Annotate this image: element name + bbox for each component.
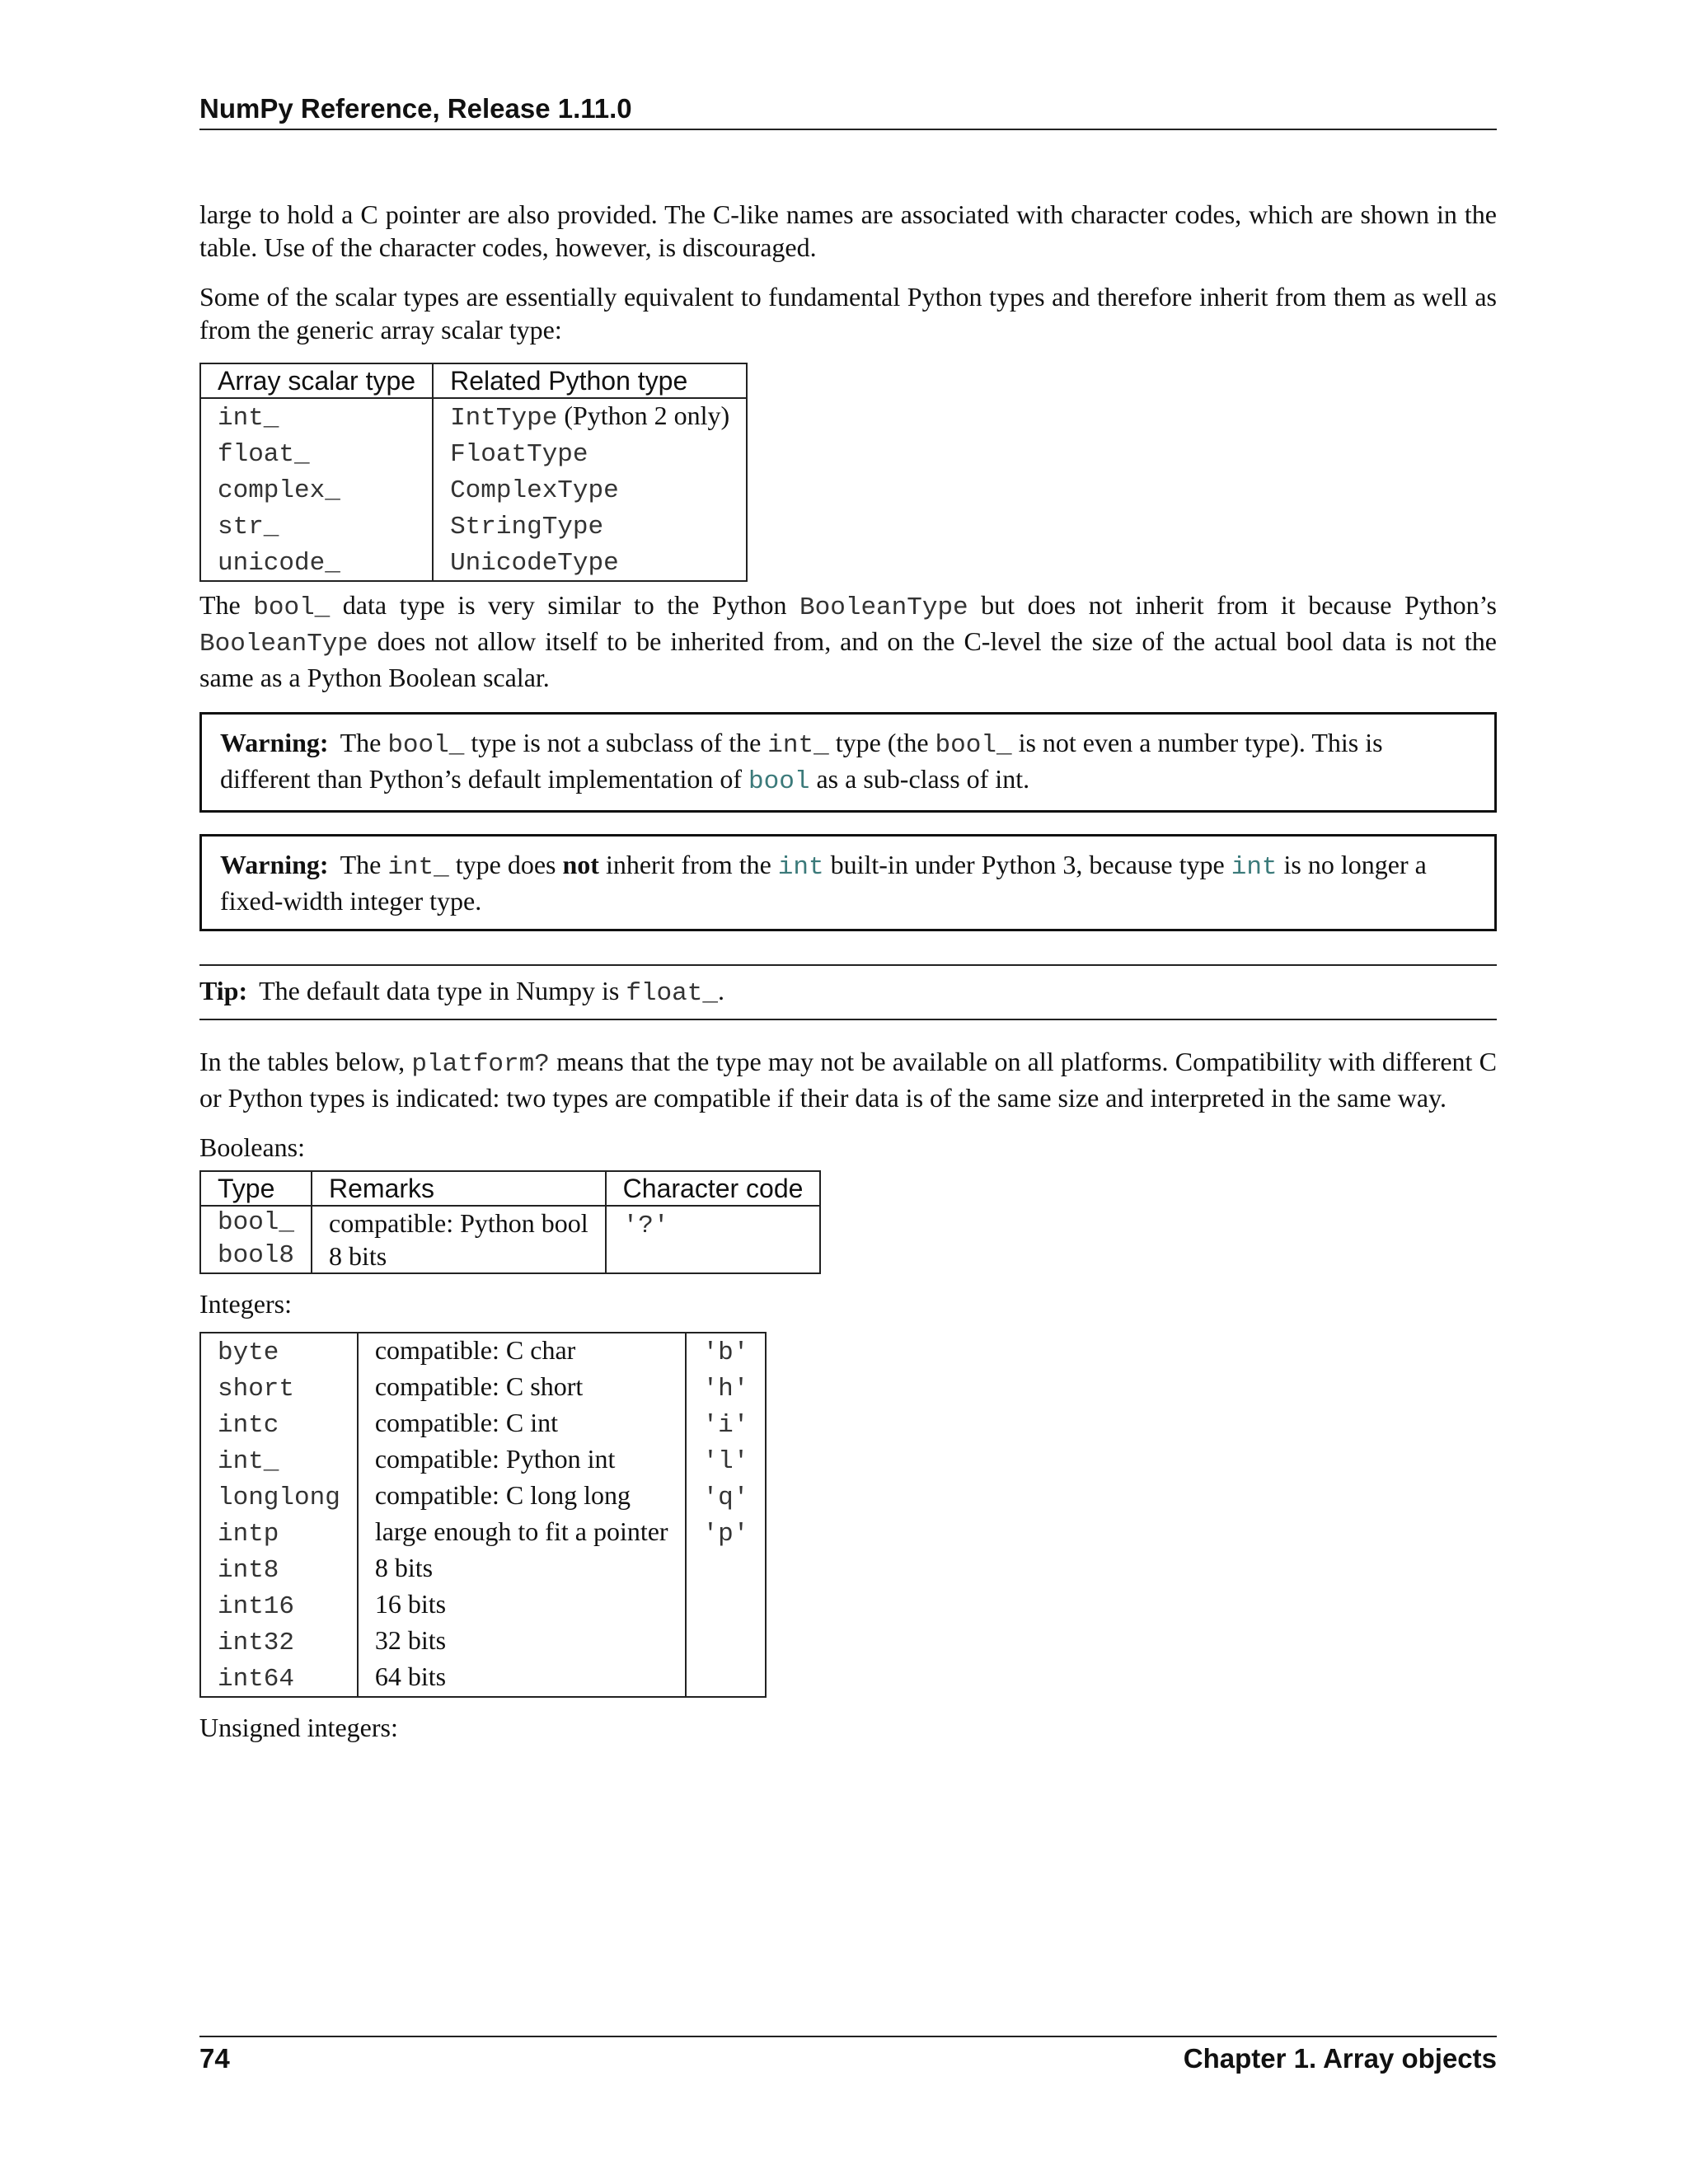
- scalar-type-name: unicode_: [218, 549, 340, 578]
- tip-box: Tip: The default data type in Numpy is float_.: [199, 964, 1497, 1020]
- int-reference-link[interactable]: int: [777, 853, 824, 882]
- table-row: [200, 1587, 766, 1624]
- warning-box-bool: Warning: The bool_ type is not a subclass of the int_ type (the bool_ is not even a number type). This is different than Python’s default implementation of bool as a sub-class of int.: [199, 712, 1497, 813]
- table-row: [200, 1551, 766, 1587]
- type-remark: 8 bits: [329, 1241, 387, 1271]
- related-python-type-table: [199, 363, 748, 582]
- character-code: '?': [622, 1212, 669, 1240]
- table-row: [200, 1624, 766, 1660]
- type-name: bool_: [218, 1208, 295, 1237]
- column-header: Array scalar type: [200, 363, 433, 398]
- type-remark: 16 bits: [374, 1589, 447, 1619]
- chapter-title: Chapter 1. Array objects: [1183, 2043, 1497, 2074]
- table-row: [200, 1206, 820, 1273]
- character-code: 'p': [702, 1520, 749, 1549]
- running-header: NumPy Reference, Release 1.11.0: [199, 92, 1497, 130]
- table-row: [200, 398, 747, 435]
- character-code: 'h': [702, 1375, 749, 1404]
- scalar-type-name: str_: [218, 513, 279, 541]
- table-row: [200, 471, 747, 508]
- page-body: [199, 198, 1497, 1760]
- bool-reference-link[interactable]: bool: [748, 767, 810, 796]
- type-name: byte: [218, 1338, 279, 1367]
- type-remark: 32 bits: [374, 1625, 447, 1655]
- scalar-type-name: int_: [218, 404, 279, 433]
- warning-label: Warning:: [220, 728, 329, 757]
- type-remark: large enough to fit a pointer: [374, 1516, 668, 1546]
- running-footer: [199, 2036, 1497, 2075]
- type-name: int_: [218, 1447, 279, 1476]
- scalar-type-name: complex_: [218, 476, 340, 505]
- type-name: longlong: [218, 1483, 340, 1512]
- scalar-type-name: float_: [218, 440, 310, 469]
- int-reference-link[interactable]: int: [1231, 853, 1278, 882]
- page-number: 74: [199, 2043, 230, 2074]
- type-name: int16: [218, 1592, 295, 1621]
- integer-types-table: [199, 1332, 767, 1698]
- type-name: bool8: [218, 1241, 295, 1270]
- table-row: [200, 1406, 766, 1442]
- type-remark: compatible: C char: [374, 1335, 576, 1365]
- character-code: 'q': [702, 1483, 749, 1512]
- type-remark: compatible: C short: [374, 1371, 584, 1401]
- type-name: int8: [218, 1556, 279, 1585]
- boolean-types-table: [199, 1170, 821, 1274]
- type-name: intc: [218, 1411, 279, 1440]
- type-name: intp: [218, 1520, 279, 1549]
- paragraph-tables-intro: In the tables below, platform? means that the type may not be available on all platforms. Compatibility with different C or Python types is indicated: two types are compatible if their data is of the same size and interpreted in the same way.: [199, 1047, 1498, 1113]
- character-code: 'l': [702, 1447, 749, 1476]
- python-type-name: ComplexType: [450, 476, 619, 505]
- table-row: [200, 544, 747, 581]
- table-row: [200, 1442, 766, 1479]
- table-row: [200, 1660, 766, 1697]
- table-row: [200, 1479, 766, 1515]
- booleans-label: Booleans:: [199, 1132, 305, 1162]
- unsigned-integers-label: Unsigned integers:: [199, 1713, 398, 1742]
- paragraph-intro: large to hold a C pointer are also provided. The C-like names are associated with character codes, which are shown in the table. Use of the character codes, however, is discouraged.: [199, 199, 1497, 262]
- column-header: Character code: [606, 1171, 821, 1206]
- character-code: 'i': [702, 1411, 749, 1440]
- type-name: int64: [218, 1665, 295, 1694]
- column-header: Remarks: [312, 1171, 606, 1206]
- type-remark: compatible: Python int: [374, 1444, 616, 1474]
- table-row: [200, 1515, 766, 1551]
- warning-label: Warning:: [220, 850, 329, 879]
- python-type-name: UnicodeType: [450, 549, 619, 578]
- character-code: 'b': [702, 1338, 749, 1367]
- type-name: short: [218, 1375, 295, 1404]
- python-type-name: StringType: [450, 513, 604, 541]
- table-row: [200, 435, 747, 471]
- table-row: [200, 1370, 766, 1406]
- python-type-name: FloatType: [450, 440, 588, 469]
- table-row: [200, 1333, 766, 1370]
- integers-label: Integers:: [199, 1289, 292, 1319]
- paragraph-scalar-types: Some of the scalar types are essentially equivalent to fundamental Python types and therefore inherit from them as well as from the generic array scalar type:: [199, 282, 1497, 344]
- warning-box-int: Warning: The int_ type does not inherit from the int built-in under Python 3, because type int is no longer a fixed-width integer type.: [199, 834, 1497, 931]
- python-type-note: (Python 2 only): [557, 401, 730, 430]
- paragraph-bool-type: The bool_ data type is very similar to the Python BooleanType but does not inherit from it because Python’s BooleanType does not allow itself to be inherited from, and on the C-level the size of the actual bool data is not the same as a Python Boolean scalar.: [199, 590, 1498, 692]
- type-remark: compatible: C int: [374, 1408, 559, 1437]
- table-row: [200, 508, 747, 544]
- type-name: int32: [218, 1629, 295, 1657]
- type-remark: compatible: Python bool: [329, 1208, 588, 1238]
- python-type-name: IntType: [450, 404, 558, 433]
- column-header: Related Python type: [433, 363, 747, 398]
- type-remark: 64 bits: [374, 1661, 447, 1691]
- type-remark: compatible: C long long: [374, 1480, 631, 1510]
- tip-label: Tip:: [199, 976, 248, 1005]
- type-remark: 8 bits: [374, 1553, 434, 1582]
- column-header: Type: [200, 1171, 312, 1206]
